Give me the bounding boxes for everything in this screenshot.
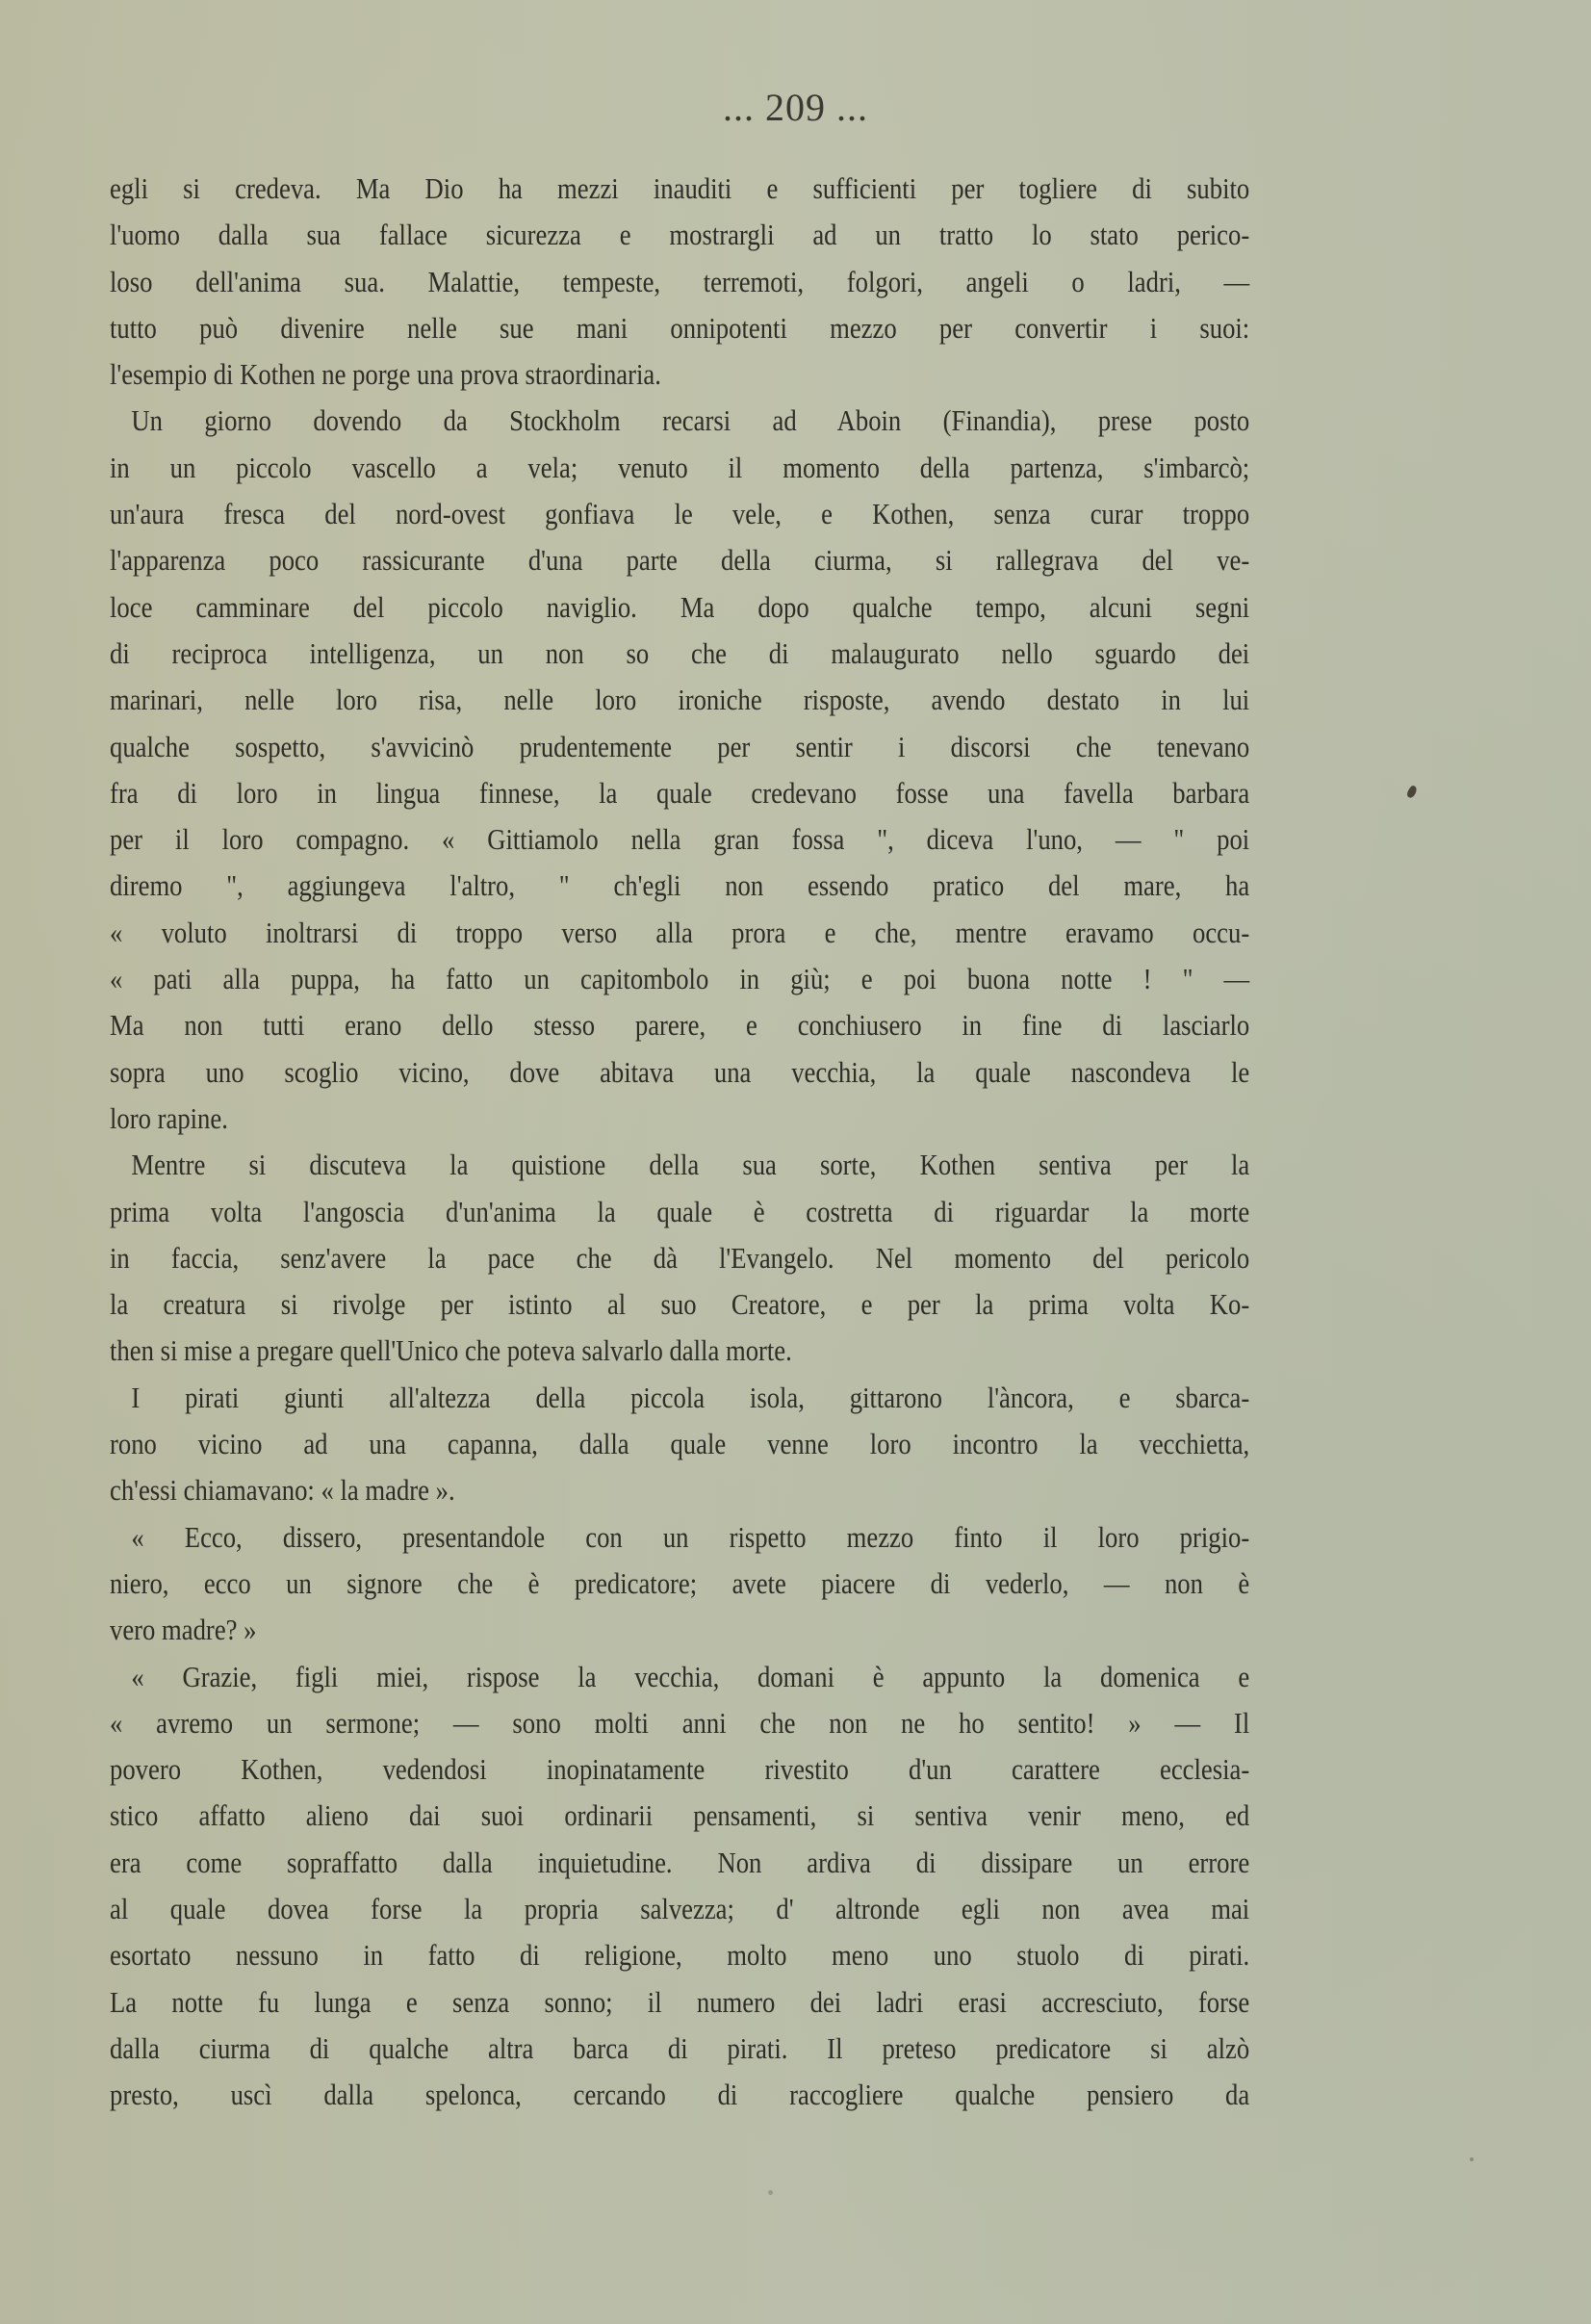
text-line: l'esempio di Kothen ne porge una prova straordinaria. — [110, 357, 661, 392]
paper-speck — [1470, 2157, 1474, 2161]
text-line: Ma non tutti erano dello stesso parere, e conchiusero in fine di lasciarlo — [110, 1008, 1250, 1043]
text-line: then si mise a pregare quell'Unico che poteva salvarlo dalla morte. — [110, 1333, 792, 1368]
text-line: qualche sospetto, s'avvicinò prudentemente per sentir i discorsi che tenevano — [110, 729, 1250, 763]
text-line: niero, ecco un signore che è predicatore; avete piacere di vederlo, — non è — [110, 1565, 1250, 1600]
paragraph-start-line: « Grazie, figli miei, rispose la vecchia, domani è appunto la domenica e — [131, 1659, 1250, 1693]
text-line: prima volta l'angoscia d'un'anima la quale è costretta di riguardar la morte — [110, 1194, 1250, 1228]
text-line: un'aura fresca del nord-ovest gonfiava le vele, e Kothen, senza curar troppo — [110, 497, 1250, 531]
text-line: loro rapine. — [110, 1100, 228, 1135]
text-line: al quale dovea forse la propria salvezza; d' altronde egli non avea mai — [110, 1891, 1250, 1925]
text-line: tutto può divenire nelle sue mani onnipotenti mezzo per convertir i suoi: — [110, 310, 1250, 345]
text-line: la creatura si rivolge per istinto al suo Creatore, e per la prima volta Ko- — [110, 1287, 1250, 1322]
text-line: era come sopraffatto dalla inquietudine. Non ardiva di dissipare un errore — [110, 1845, 1250, 1879]
text-line: esortato nessuno in fatto di religione, molto meno uno stuolo di pirati. — [110, 1938, 1250, 1973]
text-line: presto, uscì dalla spelonca, cercando di raccogliere qualche pensiero da — [110, 2078, 1250, 2112]
text-line: diremo ", aggiungeva l'altro, " ch'egli non essendo pratico del mare, ha — [110, 868, 1250, 903]
text-line: marinari, nelle loro risa, nelle loro ironiche risposte, avendo destato in lui — [110, 683, 1250, 717]
text-line: stico affatto alieno dai suoi ordinarii pensamenti, si sentiva venir meno, ed — [110, 1798, 1250, 1833]
text-line: loso dell'anima sua. Malattie, tempeste, terremoti, folgori, angeli o ladri, — — [110, 264, 1250, 298]
text-line: l'apparenza poco rassicurante d'una parte della ciurma, si rallegrava del ve- — [110, 543, 1250, 578]
body-text — [110, 166, 1249, 2118]
page-number: ... 209 ... — [723, 86, 868, 129]
text-line: loce camminare del piccolo naviglio. Ma dopo qualche tempo, alcuni segni — [110, 589, 1250, 624]
text-line: per il loro compagno. « Gittiamolo nella gran fossa ", diceva l'uno, — " poi — [110, 822, 1250, 857]
text-line: « voluto inoltrarsi di troppo verso alla prora e che, mentre eravamo occu- — [110, 915, 1250, 949]
text-line: l'uomo dalla sua fallace sicurezza e mostrargli ad un tratto lo stato perico- — [110, 218, 1250, 252]
paragraph-start-line: « Ecco, dissero, presentandole con un rispetto mezzo finto il loro prigio- — [131, 1519, 1250, 1554]
ink-speck — [1405, 785, 1418, 799]
text-line: sopra uno scoglio vicino, dove abitava una vecchia, la quale nascondeva le — [110, 1054, 1250, 1089]
text-line: dalla ciurma di qualche altra barca di pirati. Il preteso predicatore si alzò — [110, 2030, 1250, 2065]
text-line: fra di loro in lingua finnese, la quale credevano fosse una favella barbara — [110, 775, 1250, 810]
paragraph-start-line: Un giorno dovendo da Stockholm recarsi ad Aboin (Finandia), prese posto — [131, 403, 1250, 438]
text-line: rono vicino ad una capanna, dalla quale venne loro incontro la vecchietta, — [110, 1427, 1250, 1461]
text-line: ch'essi chiamavano: « la madre ». — [110, 1473, 455, 1508]
text-line: vero madre? » — [110, 1613, 257, 1647]
paragraph-start-line: Mentre si discuteva la quistione della sua sorte, Kothen sentiva per la — [131, 1148, 1250, 1182]
text-line: in un piccolo vascello a vela; venuto il momento della partenza, s'imbarcò; — [110, 450, 1250, 484]
text-line: povero Kothen, vedendosi inopinatamente rivestito d'un carattere ecclesia- — [110, 1752, 1250, 1787]
text-line: in faccia, senz'avere la pace che dà l'Evangelo. Nel momento del pericolo — [110, 1240, 1250, 1275]
text-line: La notte fu lunga e senza sonno; il numero dei ladri erasi accresciuto, forse — [110, 1984, 1250, 2019]
text-line: di reciproca intelligenza, un non so che di malaugurato nello sguardo dei — [110, 635, 1250, 670]
text-line: « pati alla puppa, ha fatto un capitombolo in giù; e poi buona notte ! " — — [110, 962, 1250, 996]
text-line: egli si credeva. Ma Dio ha mezzi inauditi e sufficienti per togliere di subito — [110, 171, 1250, 205]
paper-speck — [768, 2190, 773, 2195]
text-line: « avremo un sermone; — sono molti anni che non ne ho sentito! » — Il — [110, 1705, 1250, 1740]
paragraph-start-line: I pirati giunti all'altezza della piccola isola, gittarono l'àncora, e sbarca- — [131, 1380, 1250, 1414]
